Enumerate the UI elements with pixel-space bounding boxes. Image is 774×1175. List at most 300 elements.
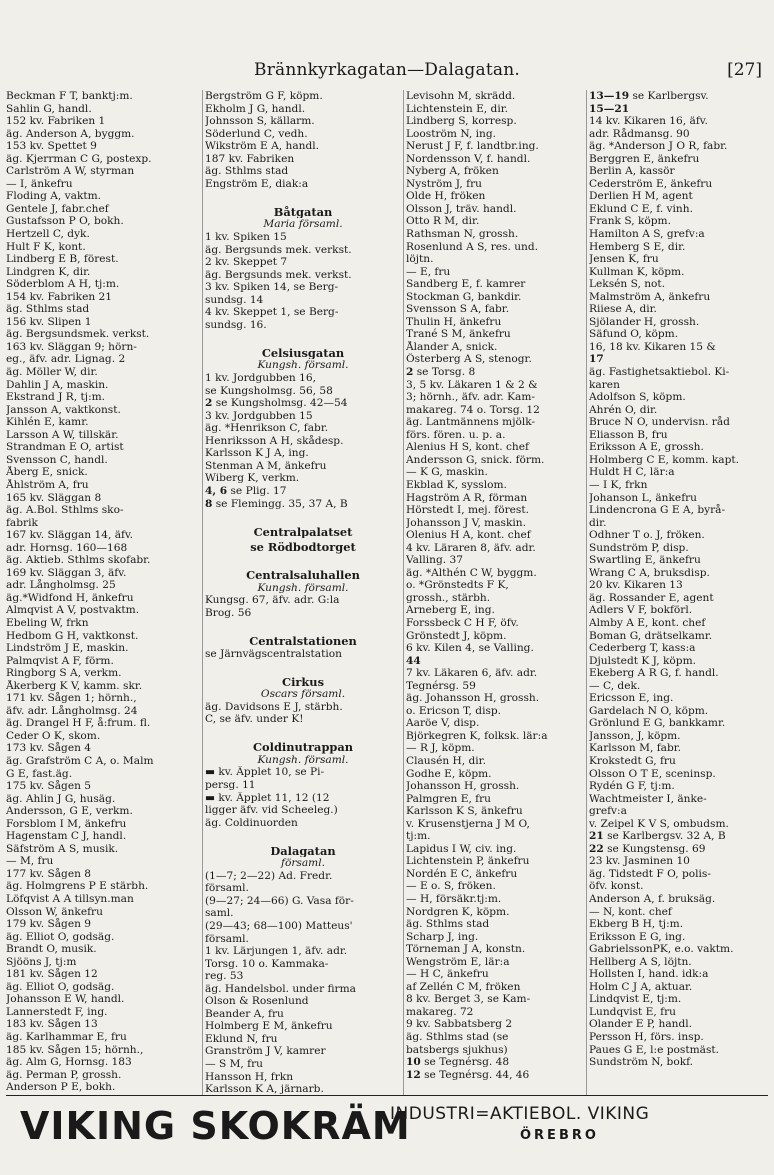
directory-line: 44 (406, 654, 421, 667)
directory-line: Huldt H C, lär:a (589, 466, 675, 479)
directory-line: löjtn. (406, 253, 434, 266)
directory-line: 167 kv. Släggan 14, äfv. (6, 529, 134, 542)
directory-line: sundsg. 16. (205, 318, 267, 331)
directory-line: 20 kv. Kikaren 13 (589, 579, 683, 592)
directory-line: o. Ericson T, disp. (406, 704, 502, 717)
directory-line: Berggren E, änkefru (589, 152, 700, 165)
directory-line: Hedbom G H, vaktkonst. (6, 629, 139, 642)
directory-line: Thulin H, änkefru (406, 315, 502, 328)
directory-line: — H C, änkefru (406, 968, 489, 981)
directory-line: Johansson J V, maskin. (406, 516, 526, 529)
directory-line: Hörstedt I, mej. förest. (406, 504, 529, 517)
directory-line: Gardelach N O, köpm. (589, 704, 709, 717)
directory-line: Dahlin J A, maskin. (6, 378, 109, 391)
directory-line: Kungsh. församl. (257, 581, 349, 594)
directory-line: Krokstedt G, fru (589, 754, 676, 767)
directory-line: Johnsson S, källarm. (205, 115, 315, 128)
directory-line: Trané S M, änkefru (406, 328, 511, 341)
directory-line: Hagenstam C J, handl. (6, 830, 127, 843)
directory-line: Valling. 37 (406, 554, 463, 567)
directory-line (205, 331, 401, 344)
column-4 (586, 90, 774, 1095)
directory-line: Adolfson S, köpm. (589, 391, 686, 404)
directory-line: Ekberg B H, tj:m. (589, 918, 684, 931)
directory-line: äg. Möller W, dir. (6, 366, 98, 379)
directory-line: Eklund C E, f. vinh. (589, 202, 693, 215)
directory-line: v. Zeipel K V S, ombudsm. (589, 817, 729, 830)
footer-divider (6, 1095, 768, 1096)
directory-line: 163 kv. Släggan 9; hörn- (6, 340, 137, 353)
directory-line: 175 kv. Sågen 5 (6, 780, 92, 793)
directory-line: Frank S, köpm. (589, 215, 671, 228)
directory-line: Lapidus I W, civ. ing. (406, 842, 517, 855)
directory-line: Beander A, fru (205, 1007, 284, 1020)
directory-line: Nyberg A, fröken (406, 165, 499, 178)
directory-line: församl. (205, 932, 249, 945)
directory-line: äg. Anderson A, byggm. (6, 127, 135, 140)
directory-line: Djulstedt K J, köpm. (589, 654, 696, 667)
directory-line: äg. Alm G, Hornsg. 183 (6, 1056, 132, 1069)
directory-line: 173 kv. Sågen 4 (6, 742, 92, 755)
directory-line: Cederberg T, kass:a (589, 642, 696, 655)
directory-line: Kihlén E, kamr. (6, 416, 89, 429)
directory-line: äg. *Anderson J O R, fabr. (589, 140, 728, 153)
directory-line: äg. Elliot O, godsäg. (6, 930, 115, 943)
directory-line: 13—19 se Karlbergsv. (589, 90, 709, 102)
directory-line: reg. 53 (205, 970, 244, 983)
directory-line: 177 kv. Sågen 8 (6, 867, 92, 880)
directory-line: 12 se Tegnérsg. 44, 46 (406, 1068, 530, 1081)
directory-line: Levisohn M, skrädd. (406, 90, 516, 102)
directory-line: Wengström E, lär:a (406, 955, 510, 968)
directory-line: 154 kv. Fabriken 21 (6, 290, 113, 303)
page-number: [27] (727, 60, 762, 80)
directory-line: äg. Kjerrman C G, postexp. (6, 152, 152, 165)
directory-line: Hagström A R, förman (406, 491, 528, 504)
directory-line: 1 kv. Jordgubben 16, (205, 372, 316, 385)
directory-line: Sundström P, disp. (589, 541, 689, 554)
directory-line: Nordén E C, änkefru (406, 867, 518, 880)
directory-line: Rosenlund A S, res. und. (406, 240, 538, 253)
directory-line: 3; hörnh., äfv. adr. Kam- (406, 391, 535, 404)
directory-line: Ahrén O, dir. (589, 403, 658, 416)
directory-line: Riiese A, dir. (589, 303, 657, 316)
directory-line: Olsson J, träv. handl. (406, 202, 517, 215)
directory-line: v. Krusenstjerna J M O, (406, 817, 530, 830)
directory-line: äg. Rossander E, agent (589, 591, 714, 604)
directory-line: tj:m. (406, 830, 431, 843)
directory-line: 4 kv. Läraren 8, äfv. adr. (406, 541, 536, 554)
directory-line: Åberg E, snick. (6, 466, 88, 479)
directory-line: 3 kv. Jordgubben 15 (205, 409, 313, 422)
directory-line: Holmberg E M, änkefru (205, 1020, 333, 1033)
directory-line: äg. Aktieb. Sthlms skofabr. (6, 554, 151, 567)
directory-line: Johanson L, änkefru (589, 491, 697, 504)
directory-line: Wrang C A, bruksdisp. (589, 566, 710, 579)
directory-line: Forssbeck C H F, öfv. (406, 616, 519, 629)
advertisement (0, 1100, 774, 1170)
directory-line: — C, dek. (589, 679, 641, 692)
directory-line: GabrielssonPK, e.o. vaktm. (589, 943, 734, 956)
directory-line: 171 kv. Sågen 1; hörnh., (6, 692, 137, 705)
directory-line: ▬ kv. Äpplet 11, 12 (12 (205, 791, 330, 804)
directory-line: 179 kv. Sågen 9 (6, 918, 92, 931)
directory-line: Oscars församl. (260, 688, 346, 701)
directory-line: — E, fru (406, 265, 451, 278)
directory-line: Palmqvist A F, förm. (6, 654, 114, 667)
directory-line: Ekstrand J R, tj:m. (6, 391, 106, 404)
directory-line: Lindencrona G E A, byrå- (589, 504, 726, 517)
directory-line: Björkegren K, folksk. lär:a (406, 729, 548, 742)
directory-line: Boman G, drätselkamr. (589, 629, 713, 642)
directory-line: Almqvist A V, postvaktm. (6, 604, 140, 617)
directory-line: Brandt O, musik. (6, 943, 97, 956)
directory-line: 3 kv. Spiken 14, se Berg- (205, 281, 339, 294)
directory-line: Floding A, vaktm. (6, 190, 102, 203)
directory-line: Ekblad K, sysslom. (406, 478, 507, 491)
directory-line: Centralpalatset (253, 525, 353, 539)
directory-columns (4, 90, 770, 1095)
directory-line: 165 kv. Släggan 8 (6, 491, 102, 504)
directory-line: Ericsson E, ing. (589, 692, 674, 705)
directory-line: Nyström J, fru (406, 177, 482, 190)
directory-line: — R J, köpm. (406, 742, 475, 755)
directory-line: Hansson H, frkn (205, 1070, 294, 1083)
directory-line: Almby A E, kont. chef (589, 616, 706, 629)
directory-line: — H, försäkr.tj:m. (406, 893, 502, 905)
directory-line: Celsiusgatan (261, 346, 345, 360)
directory-line: Lindberg S, korresp. (406, 115, 517, 128)
directory-line: äg. Bergsundsmek. verkst. (6, 328, 150, 341)
directory-line: 23 kv. Jasminen 10 (589, 855, 690, 868)
directory-line: äg. Handelsbol. under firma (205, 982, 356, 995)
directory-line: Karlsson M, fabr. (589, 742, 681, 755)
directory-line: Gentele J, fabr.chef (6, 202, 109, 215)
directory-line: Andersson, G E, verkm. (6, 805, 133, 818)
directory-line: 2 se Kungsholmsg. 42—54 (205, 397, 348, 410)
directory-line: 8 kv. Berget 3, se Kam- (406, 993, 531, 1006)
directory-line: Ebeling W, frkn (6, 616, 89, 629)
directory-line: Österberg A S, stenogr. (406, 353, 532, 366)
directory-line: Söderblom A H, tj:m. (6, 278, 120, 291)
directory-line: Sahlin G, handl. (6, 102, 92, 115)
directory-line: Coldinutrappan (252, 741, 354, 754)
directory-line: grefv:a (589, 805, 627, 818)
directory-line: Löfqvist A A tillsyn.man (6, 893, 134, 905)
directory-line: 2 kv. Skeppet 7 (205, 256, 288, 269)
directory-line: Paues G E, l:e postmäst. (589, 1043, 720, 1056)
directory-line: Kungsh. församl. (257, 753, 349, 766)
directory-line: Adlers V F, bokförl. (589, 604, 693, 617)
directory-line: Hemberg S E, dir. (589, 240, 686, 253)
directory-line: saml. (205, 907, 234, 920)
directory-line: Lichtenstein P, änkefru (406, 855, 530, 868)
directory-line: äg. Sthlms stad (406, 918, 490, 931)
directory-line: Anderson A, f. bruksäg. (589, 893, 716, 905)
directory-line: Otto R M, dir. (406, 215, 480, 228)
directory-line: öfv. konst. (589, 880, 644, 893)
directory-line (205, 726, 401, 739)
directory-line (205, 554, 401, 567)
directory-line: Kullman K, köpm. (589, 265, 685, 278)
directory-line: 10 se Tegnérsg. 48 (406, 1056, 510, 1069)
directory-line: Karlsson K A, järnarb. (205, 1083, 324, 1095)
directory-line: Eklund N, fru (205, 1032, 278, 1045)
directory-line: 4 kv. Skeppet 1, se Berg- (205, 306, 339, 319)
directory-line: Persson H, förs. insp. (589, 1031, 704, 1044)
ad-brand: VIKING SKOKRÄM (20, 1104, 411, 1148)
directory-line: äg. Sthlms stad (205, 165, 289, 178)
directory-line: Bergström G F, köpm. (205, 90, 323, 102)
page-header (0, 60, 774, 86)
directory-line: förs. fören. u. p. a. (406, 428, 506, 441)
directory-line: Ringborg S A, verkm. (6, 667, 122, 680)
directory-line: 2 se Torsg. 8 (406, 366, 476, 379)
directory-line: Derlien H M, agent (589, 190, 693, 203)
page-title: Brännkyrkagatan—Dalagatan. (254, 60, 520, 80)
directory-line: Andersson G, snick. förm. (406, 453, 545, 466)
directory-line: Ålander A, snick. (406, 340, 498, 353)
directory-line: äg. Holmgrens P E stärbh. (6, 880, 149, 893)
directory-line: eg., äfv. adr. Lignag. 2 (6, 353, 126, 366)
column-1 (4, 90, 202, 1095)
directory-line: Grönstedt J, köpm. (406, 629, 507, 642)
directory-line: G E, fast.äg. (6, 767, 73, 780)
directory-line (205, 619, 401, 632)
directory-line: Lundqvist E, fru (589, 1005, 676, 1018)
directory-line: Olde H, fröken (406, 190, 486, 203)
directory-line: adr. Rådmansg. 90 (589, 127, 690, 140)
directory-line: Ekeberg A R G, f. handl. (589, 667, 719, 680)
directory-line: Grönlund E G, bankkamr. (589, 717, 726, 730)
directory-line: Ceder O K, skom. (6, 729, 101, 742)
directory-line: äg. Grafström C A, o. Malm (6, 754, 154, 767)
directory-line: Brog. 56 (205, 606, 252, 619)
directory-line: Odhner T o. J, fröken. (589, 529, 705, 542)
directory-line: Nordensson V, f. handl. (406, 152, 531, 165)
directory-line: Carlström A W, styrman (6, 165, 135, 178)
directory-line: Jensen K, fru (589, 253, 659, 266)
directory-line: Wachtmeister I, änke- (589, 792, 707, 805)
directory-line: Forsblom I M, änkefru (6, 817, 127, 830)
directory-line: Lindgren K, dir. (6, 265, 91, 278)
directory-line: 183 kv. Sågen 13 (6, 1018, 98, 1031)
directory-line: af Zellén C M, fröken (406, 980, 521, 993)
directory-line: Kungsh. församl. (257, 359, 349, 372)
directory-line: 7 kv. Läkaren 6, äfv. adr. (406, 667, 538, 680)
directory-line: fabrik (6, 516, 38, 529)
directory-line: Dalagatan (270, 844, 336, 858)
directory-line (205, 829, 401, 842)
directory-line: Olson & Rosenlund (205, 995, 309, 1008)
directory-line: Rydén G F, tj:m. (589, 780, 675, 793)
directory-line: 15—21 (589, 102, 630, 115)
directory-line: persg. 11 (205, 778, 256, 791)
directory-line: grossh., stärbh. (406, 591, 491, 604)
directory-line: makareg. 72 (406, 1005, 474, 1018)
column-2 (202, 90, 403, 1095)
directory-line: äg. Johansson H, grossh. (406, 692, 540, 705)
directory-line: Stockman G, bankdir. (406, 290, 522, 303)
directory-line: Karlsson K S, änkefru (406, 805, 523, 818)
directory-line: Svensson C, handl. (6, 453, 108, 466)
directory-line: Anderson P E, bokh. (6, 1081, 116, 1094)
directory-line: Sandberg E, f. kamrer (406, 278, 526, 291)
directory-line: Granström J V, kamrer (205, 1045, 326, 1058)
directory-line: äg. Sthlms stad (se (406, 1031, 509, 1044)
directory-line: Lichtenstein E, dir. (406, 102, 508, 115)
directory-line: äg. Perman P, grossh. (6, 1068, 122, 1081)
directory-line: 185 kv. Sågen 15; hörnh., (6, 1043, 144, 1056)
directory-line: Leksén S, not. (589, 278, 666, 291)
directory-line: äg. Sthlms stad (6, 303, 90, 316)
directory-line: Söderlund C, vedh. (205, 127, 308, 140)
directory-line: församl. (281, 857, 325, 870)
directory-line: 6 kv. Kilen 4, se Valling. (406, 642, 534, 655)
directory-line: ligger äfv. vid Scheeleg.) (205, 804, 338, 817)
directory-line: 21 se Karlbergsv. 32 A, B (589, 830, 726, 843)
directory-line: Olander E P, handl. (589, 1018, 693, 1031)
directory-line: — N, kont. chef (589, 905, 672, 918)
directory-line: dir. (589, 516, 607, 529)
directory-line: äg. A.Bol. Sthlms sko- (6, 504, 124, 517)
directory-line: Lindberg E B, förest. (6, 253, 119, 266)
directory-line: Karlsson K J A, ing. (205, 447, 309, 460)
directory-line: Beckman F T, banktj:m. (6, 90, 133, 102)
directory-line: se Rödbodtorget (250, 541, 356, 554)
directory-line: 17 (589, 353, 604, 366)
directory-line: — K G, maskin. (406, 466, 488, 479)
directory-line: 152 kv. Fabriken 1 (6, 115, 106, 128)
directory-line (205, 190, 401, 203)
directory-line: ▬ kv. Äpplet 10, se Pi- (205, 766, 325, 779)
directory-line: sundsg. 14 (205, 293, 264, 306)
directory-line: — S M, fru (205, 1058, 263, 1071)
directory-line: Strandman E O, artist (6, 441, 124, 454)
directory-line: Torsg. 10 o. Kammaka- (205, 957, 329, 970)
directory-line: äg. *Althén C W, byggm. (406, 566, 537, 579)
directory-line: 9 kv. Sabbatsberg 2 (406, 1018, 513, 1031)
directory-line: Eriksson A E, grossh. (589, 441, 704, 454)
directory-line: Hertzell C, dyk. (6, 228, 90, 241)
directory-line: Nerust J F, f. landtbr.ing. (406, 140, 539, 153)
directory-line: Lindqvist E, tj:m. (589, 993, 682, 1006)
directory-line: 4, 6 se Plig. 17 (205, 484, 287, 497)
directory-line: Eliasson B, fru (589, 428, 668, 441)
directory-line: äg. Bergsunds mek. verkst. (205, 243, 352, 256)
directory-line: karen (589, 378, 620, 391)
directory-line: Centralsaluhallen (246, 569, 360, 582)
directory-line: Stenman A M, änkefru (205, 459, 327, 472)
directory-line: äg. Bergsunds mek. verkst. (205, 268, 352, 281)
directory-line: 181 kv. Sågen 12 (6, 968, 98, 981)
directory-line: Bruce N O, undervisn. råd (589, 416, 730, 429)
directory-line: Lindström J E, maskin. (6, 642, 129, 655)
directory-line: Eriksson E G, ing. (589, 930, 686, 943)
directory-line: äg. Drangel H F, å:frum. fl. (6, 717, 151, 730)
directory-line: Ekholm J G, handl. (205, 102, 306, 115)
column-3 (403, 90, 586, 1095)
directory-line: makareg. 74 o. Torsg. 12 (406, 403, 540, 416)
directory-line: Kungsg. 67, äfv. adr. G:la (205, 594, 340, 607)
directory-line: 1 kv. Spiken 15 (205, 231, 287, 244)
directory-line: adr. Hornsg. 160—168 (6, 541, 128, 554)
directory-line: Nordgren K, köpm. (406, 905, 510, 918)
directory-line: Sjööns J, tj:m (6, 955, 77, 968)
directory-line: Johansson H, grossh. (406, 780, 520, 793)
directory-line: Olsson W, änkefru (6, 905, 103, 918)
directory-line: 169 kv. Släggan 3, äfv. (6, 566, 127, 579)
directory-line: Båtgatan (273, 205, 333, 219)
directory-line: Larsson A W, tillskär. (6, 428, 119, 441)
directory-line: Maria församl. (263, 218, 343, 231)
directory-line: Åkerberg K V, kamm. skr. (6, 679, 143, 692)
directory-line: Hult F K, kont. (6, 240, 86, 253)
directory-line (205, 660, 401, 673)
directory-line: 16, 18 kv. Kikaren 15 & (589, 340, 716, 353)
directory-line: se Järnvägscentralstation (205, 647, 342, 660)
directory-line: Wikström E A, handl. (205, 140, 320, 153)
directory-line: (9—27; 24—66) G. Vasa för- (205, 894, 354, 907)
directory-line: — I, änkefru (6, 177, 73, 190)
directory-line: (29—43; 68—100) Matteus' (205, 920, 353, 932)
directory-line: äg.*Widfond H, änkefru (6, 591, 134, 604)
directory-line: Engström E, diak:a (205, 177, 309, 190)
directory-line: Säfström A S, musik. (6, 842, 119, 855)
directory-line: Jansson A, vaktkonst. (6, 403, 121, 416)
directory-line: äg. Coldinuorden (205, 816, 298, 829)
directory-line: — I K, frkn (589, 478, 648, 491)
directory-line: Alenius H S, kont. chef (406, 441, 529, 454)
directory-line: Henriksson A H, skådesp. (205, 434, 344, 447)
directory-line: äg. Fastighetsaktiebol. Ki- (589, 366, 730, 379)
directory-line: 1 kv. Lärjungen 1, äfv. adr. (205, 945, 348, 958)
directory-line: Holmberg C E, komm. kapt. (589, 453, 740, 466)
directory-line: batsbergs sjukhus) (406, 1043, 508, 1056)
directory-line: Swartling E, änkefru (589, 554, 701, 567)
directory-line: Lannerstedt F, ing. (6, 1005, 108, 1018)
directory-line: äg. Davidsons E J, stärbh. (205, 700, 343, 713)
directory-line: Åhlström A, fru (6, 478, 89, 491)
directory-line: Sjölander H, grossh. (589, 315, 700, 328)
directory-line: Looström N, ing. (406, 127, 497, 140)
directory-line: Cederström E, änkefru (589, 177, 713, 190)
directory-line: 187 kv. Fabriken (205, 152, 295, 165)
directory-line: Holm C J A, aktuar. (589, 980, 693, 993)
directory-line: Törneman J A, konstn. (406, 943, 526, 956)
directory-line: Berlin A, kassör (589, 165, 675, 178)
directory-line: Svensson S A, fabr. (406, 303, 510, 316)
directory-line: Gustafsson P O, bokh. (6, 215, 124, 228)
directory-line: Säfund O, köpm. (589, 328, 679, 341)
directory-line: Wiberg K, verkm. (205, 472, 300, 485)
directory-line: Olsson O T E, sceninsp. (589, 767, 716, 780)
directory-line: Rathsman N, grossh. (406, 228, 519, 241)
directory-line: äg. Ahlin J G, husäg. (6, 792, 116, 805)
directory-line: äg. Elliot O, godsäg. (6, 980, 115, 993)
directory-line: 153 kv. Spettet 9 (6, 140, 97, 153)
directory-line: äg. Karlhammar E, fru (6, 1031, 127, 1044)
directory-line: — E o. S, fröken. (406, 880, 496, 893)
directory-line: Palmgren E, fru (406, 792, 491, 805)
directory-line: äg. Lantmännens mjölk- (406, 416, 536, 429)
directory-line: Scharp J, ing. (406, 930, 479, 943)
directory-line: Johansson E W, handl. (6, 993, 125, 1006)
directory-line: äg. Tidstedt F O, polis- (589, 867, 711, 880)
directory-line: församl. (205, 882, 249, 895)
directory-line: äfv. adr. Långholmsg. 24 (6, 704, 138, 717)
directory-line: Centralstationen (249, 634, 357, 648)
